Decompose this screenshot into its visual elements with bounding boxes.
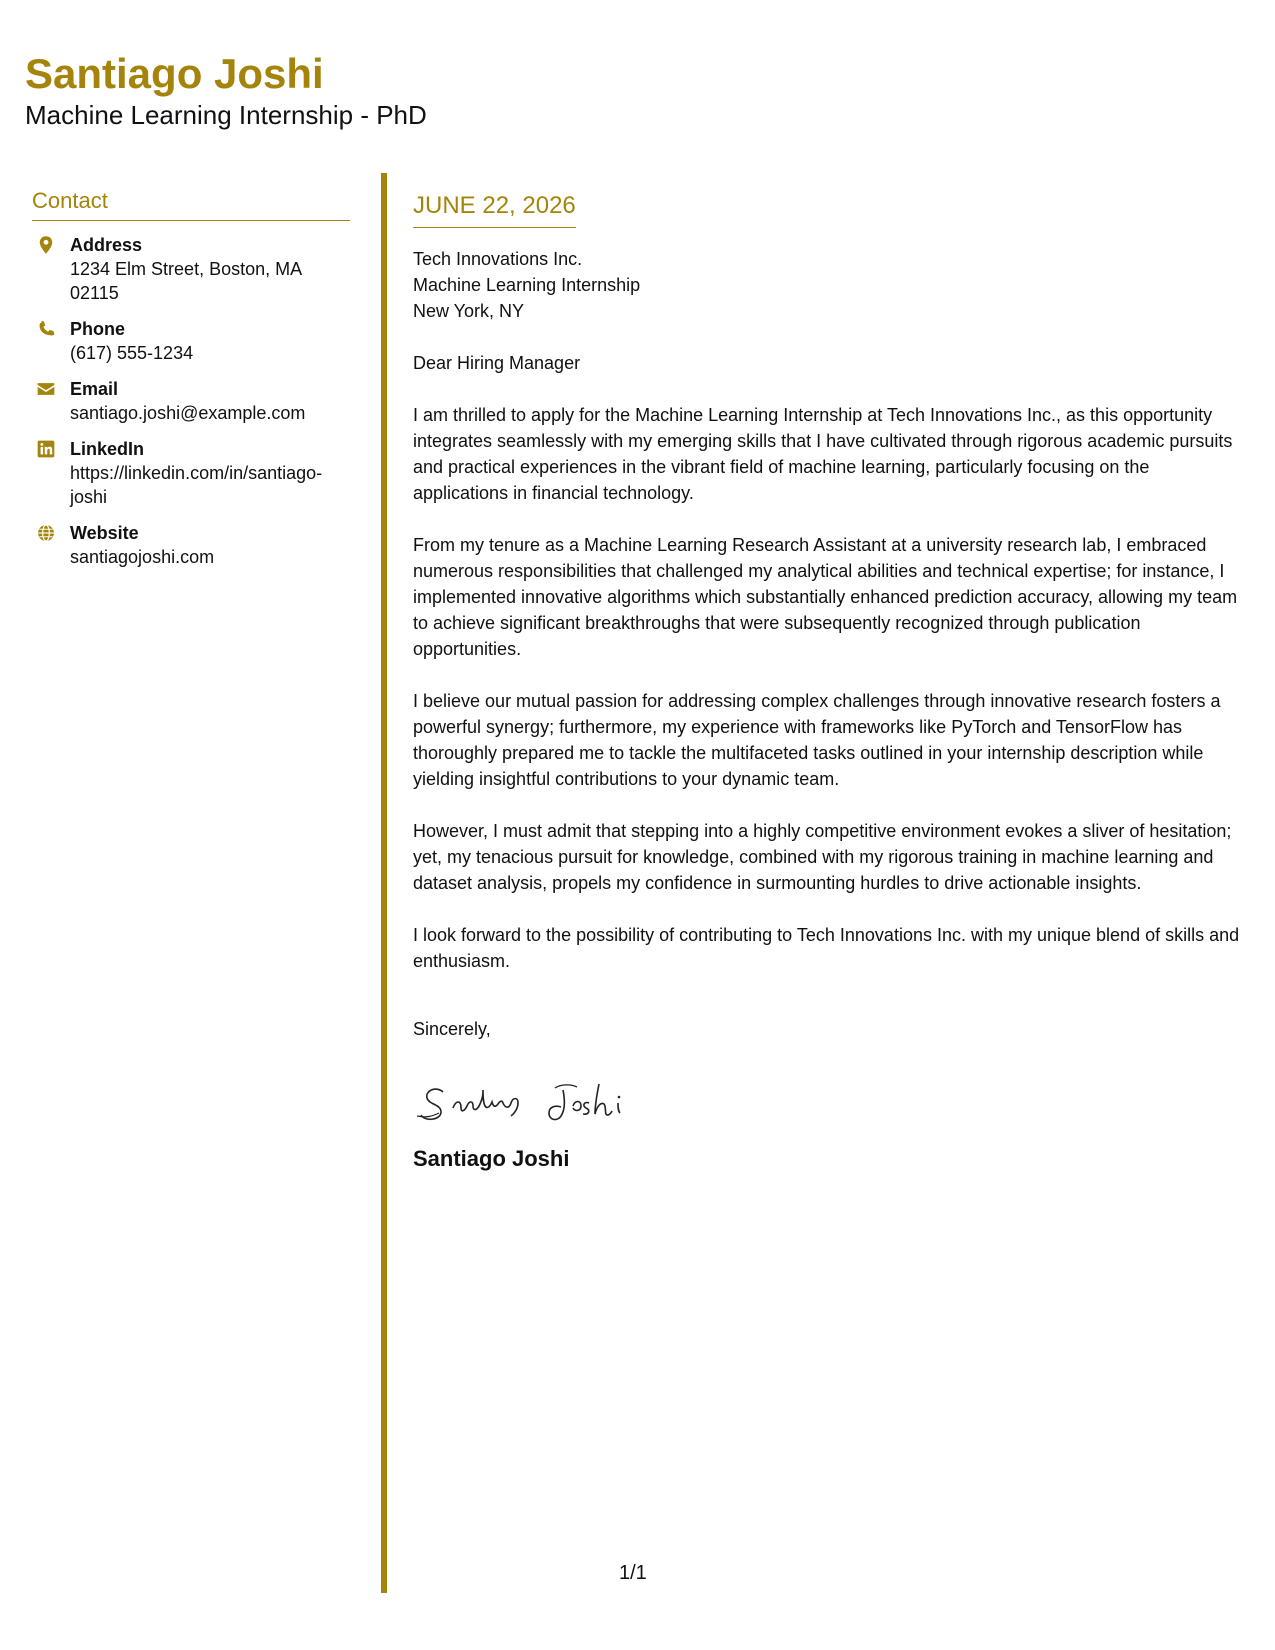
phone-value[interactable]: (617) 555-1234: [70, 343, 194, 363]
linkedin-link[interactable]: https://linkedin.com/in/santiago-joshi: [70, 463, 323, 507]
phone-icon: [36, 319, 56, 339]
recipient-block: [413, 246, 1245, 324]
contact-item-address: [32, 233, 350, 305]
body-paragraph: However, I must admit that stepping into a highly competitive environment evokes a sliver of hesitation; yet, my tenacious pursuit for knowledge, combined with my rigorous training in machine learning and dataset analysis, propels my confidence in surmounting hurdles to drive actionable insights.: [413, 821, 1232, 893]
contact-label: LinkedIn: [70, 439, 145, 459]
vertical-divider: [381, 173, 387, 1593]
contact-heading: Contact: [32, 186, 350, 221]
contact-item-website: [32, 521, 350, 569]
candidate-name: Santiago Joshi: [25, 50, 324, 97]
role-title: Machine Learning Internship - PhD: [25, 100, 427, 130]
body-paragraph: I look forward to the possibility of contributing to Tech Innovations Inc. with my unique blend of skills and enthusiasm.: [413, 925, 1240, 971]
address-value: 1234 Elm Street, Boston, MA 02115: [70, 259, 302, 303]
contact-label: Email: [70, 379, 119, 399]
recipient-location: New York, NY: [413, 301, 525, 321]
globe-icon: [36, 523, 56, 543]
contact-item-email: [32, 377, 350, 425]
page-number: 1/1: [619, 1562, 647, 1584]
email-link[interactable]: santiago.joshi@example.com: [70, 403, 306, 423]
contact-label: Address: [70, 235, 143, 255]
contact-item-phone: [32, 317, 350, 365]
website-link[interactable]: santiagojoshi.com: [70, 547, 215, 567]
map-pin-icon: [36, 235, 56, 255]
letter-body: [413, 190, 1245, 1174]
signature: [413, 1070, 1245, 1130]
envelope-icon: [36, 379, 56, 399]
letter-date: JUNE 22, 2026: [413, 190, 576, 228]
closing: Sincerely,: [413, 1019, 491, 1039]
signature-image: [413, 1070, 653, 1130]
recipient-company: Tech Innovations Inc.: [413, 249, 583, 269]
contact-item-linkedin: [32, 437, 350, 509]
body-paragraph: From my tenure as a Machine Learning Research Assistant at a university research lab, I embraced numerous responsibilities that challenged my analytical abilities and technical expertise; for instance, I implemented innovative algorithms which substantially enhanced prediction accuracy, allowing my team to achieve significant breakthroughs that were subsequently recognized through publication opportunities.: [413, 535, 1238, 659]
body-paragraph: I am thrilled to apply for the Machine Learning Internship at Tech Innovations Inc., as this opportunity integrates seamlessly with my emerging skills that I have cultivated through rigorous academic pursuits and practical experiences in the vibrant field of machine learning, particularly focusing on the applications in financial technology.: [413, 405, 1233, 503]
recipient-position: Machine Learning Internship: [413, 275, 641, 295]
linkedin-icon: [36, 439, 56, 459]
contact-label: Phone: [70, 319, 126, 339]
contact-label: Website: [70, 523, 139, 543]
body-paragraph: I believe our mutual passion for addressing complex challenges through innovative research fosters a powerful synergy; furthermore, my experience with frameworks like PyTorch and TensorFlow has thoroughly prepared me to tackle the multifaceted tasks outlined in your internship description while yielding insightful contributions to your dynamic team.: [413, 691, 1221, 789]
signer-name: Santiago Joshi: [413, 1146, 570, 1171]
contact-sidebar: [32, 186, 350, 581]
salutation: Dear Hiring Manager: [413, 353, 581, 373]
